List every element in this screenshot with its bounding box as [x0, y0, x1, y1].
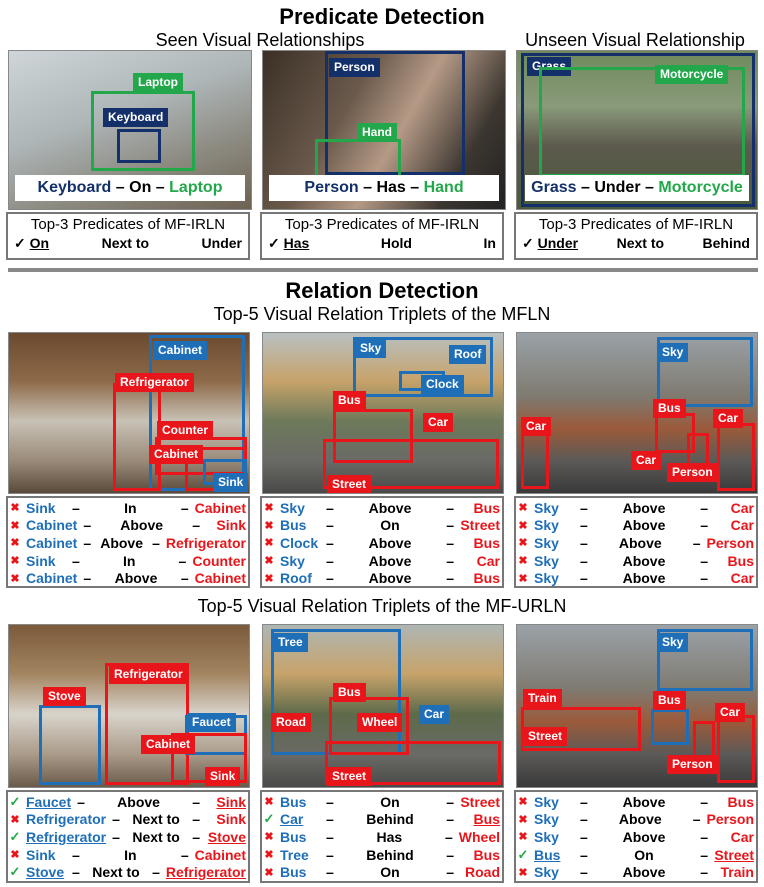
mfln-triplets-3 [514, 496, 758, 588]
triplet-object: Bus [727, 793, 754, 810]
predicates-box-2 [260, 212, 504, 260]
triplet-object: Street [460, 517, 500, 534]
cross-icon: ✖ [264, 537, 274, 550]
triplet-predicate: In [124, 846, 137, 863]
tag-sky-2: Sky [657, 343, 688, 362]
dash: – [72, 846, 80, 863]
triplet-object: Refrigerator [165, 534, 246, 551]
triplet-row [262, 846, 502, 864]
check-icon: ✓ [9, 828, 21, 844]
dash: – [326, 517, 334, 534]
triplet-object: Bus [473, 499, 500, 516]
triplet-object: Person [706, 811, 754, 828]
cross-icon: ✖ [518, 555, 528, 568]
dash: – [72, 864, 80, 881]
dash: – [178, 552, 187, 569]
dash: – [180, 570, 189, 587]
caption-panel-1: Keyboard – On – Laptop [15, 175, 245, 201]
check-icon: ✓ [263, 811, 275, 827]
tag-car-a: Car [713, 409, 743, 428]
triplet-predicate: Above [622, 552, 666, 569]
triplet-predicate: Above [117, 793, 160, 810]
triplet-row [516, 569, 756, 587]
triplet-subject: Refrigerator [26, 828, 107, 845]
tag-bus: Bus [333, 391, 366, 410]
tag-clock: Clock [421, 375, 464, 394]
dash: – [700, 499, 708, 516]
dash: – [326, 499, 334, 516]
triplet-row [262, 863, 502, 881]
triplet-predicate: On [380, 793, 400, 810]
cross-icon: ✖ [10, 572, 20, 585]
triplet-subject: Cabinet [26, 534, 78, 551]
triplet-object: Car [730, 517, 754, 534]
triplet-row [262, 499, 502, 517]
bbox-stove [39, 705, 101, 785]
triplet-subject: Sky [534, 793, 559, 810]
tag-cabinet-2: Cabinet [149, 445, 203, 464]
tag-roof: Roof [449, 345, 486, 364]
triplet-predicate: Above [120, 517, 164, 534]
triplet-object: Train [720, 864, 754, 881]
dash: – [446, 570, 454, 587]
triplet-subject: Bus [280, 793, 307, 810]
triplet-predicate: Next to [92, 864, 140, 881]
triplet-subject: Sky [534, 828, 559, 845]
triplet-row [8, 569, 248, 587]
photo-tram-mfurln [516, 624, 758, 788]
cross-icon: ✖ [264, 519, 274, 532]
dash: – [192, 828, 200, 845]
dash: – [326, 570, 334, 587]
triplet-predicate: In [124, 499, 137, 516]
triplet-object: Road [465, 864, 500, 881]
dash: – [83, 517, 92, 534]
triplet-row [8, 499, 248, 517]
cross-icon: ✖ [518, 519, 528, 532]
cross-icon: ✖ [264, 502, 274, 515]
bbox-car-b [521, 429, 549, 489]
predicates-list: ✓ Has Hold In [268, 235, 496, 251]
triplet-row [516, 793, 756, 811]
triplet-subject: Bus [280, 828, 307, 845]
mfln-triplets-1 [6, 496, 250, 588]
triplet-predicate: Above [368, 552, 412, 569]
triplet-object: Car [476, 552, 500, 569]
predicates-box-1 [6, 212, 250, 260]
triplet-subject: Sink [26, 846, 56, 863]
mfln-triplets-2 [260, 496, 504, 588]
triplet-subject: Bus [280, 864, 307, 881]
triplet-predicate: Behind [366, 811, 414, 828]
tag-faucet: Faucet [187, 713, 236, 732]
triplet-row [516, 499, 756, 517]
unseen-heading: Unseen Visual Relationship [525, 30, 745, 50]
dash: – [72, 552, 80, 569]
dash: – [580, 811, 588, 828]
triplet-subject: Bus [280, 517, 307, 534]
cross-icon: ✖ [518, 866, 528, 879]
triplet-object: Sink [216, 517, 246, 534]
dash: – [326, 864, 334, 881]
triplet-subject: Sky [280, 499, 305, 516]
triplet-object: Cabinet [194, 499, 246, 516]
tag-street-3: Street [523, 727, 567, 746]
triplet-predicate: Above [100, 534, 143, 551]
triplet-predicate: Behind [366, 846, 414, 863]
tag-sink-2: Sink [205, 767, 240, 786]
cross-icon: ✖ [518, 502, 528, 515]
dash: – [112, 828, 120, 845]
triplet-predicate: Above [622, 517, 666, 534]
check-icon: ✓ [9, 793, 21, 809]
photo-person-cat [262, 50, 506, 210]
tag-stove: Stove [43, 687, 86, 706]
triplet-subject: Car [280, 811, 304, 828]
triplet-predicate: Above [622, 499, 666, 516]
dash: – [180, 499, 189, 516]
triplet-subject: Roof [280, 570, 312, 587]
tag-bus-4: Bus [653, 691, 686, 710]
triplet-subject: Faucet [26, 793, 72, 810]
dash: – [446, 517, 454, 534]
mfurln-heading: Top-5 Visual Relation Triplets of the MF-URLN [197, 596, 567, 616]
triplet-object: Stove [207, 828, 246, 845]
cross-icon: ✖ [10, 502, 20, 515]
dash: – [83, 570, 92, 587]
caption-panel-2: Person – Has – Hand [269, 175, 499, 201]
dash: – [180, 846, 189, 863]
tag-person: Person [329, 58, 380, 77]
photo-kitchen-mfurln [8, 624, 250, 788]
tag-car-b: Car [521, 417, 551, 436]
cross-icon: ✖ [264, 572, 274, 585]
dash: – [692, 534, 701, 551]
triplet-object: Street [460, 793, 500, 810]
triplet-predicate: Above [618, 534, 662, 551]
dash: – [152, 534, 160, 551]
triplet-subject: Bus [534, 846, 561, 863]
dash: – [446, 552, 454, 569]
dash: – [326, 846, 334, 863]
triplet-subject: Refrigerator [26, 811, 107, 828]
bbox-car-a [717, 423, 755, 491]
tag-counter: Counter [157, 421, 213, 440]
dash: – [446, 499, 454, 516]
triplet-predicate: Next to [132, 828, 180, 845]
tag-street: Street [327, 475, 371, 494]
dash: – [580, 552, 588, 569]
triplet-row [8, 517, 248, 535]
triplet-object: Car [730, 570, 754, 587]
triplet-object: Bus [727, 552, 754, 569]
triplet-object: Sink [216, 793, 246, 810]
dash: – [446, 811, 454, 828]
mfurln-triplets-2 [260, 790, 504, 883]
triplet-row [262, 811, 502, 829]
predicates-list: ✓ On Next to Under [14, 235, 242, 251]
tag-car: Car [423, 413, 453, 432]
photo-kitchen-mfln [8, 332, 250, 494]
predicate-detection-title: Predicate Detection [279, 4, 485, 29]
tag-car-3: Car [715, 703, 745, 722]
triplet-object: Bus [473, 570, 500, 587]
triplet-row [8, 793, 248, 811]
triplet-row [8, 811, 248, 829]
triplet-object: Wheel [458, 828, 500, 845]
dash: – [700, 570, 708, 587]
triplet-row [516, 534, 756, 552]
triplet-predicate: Next to [132, 811, 180, 828]
cross-icon: ✖ [518, 796, 528, 809]
dash: – [83, 534, 92, 551]
tag-refrigerator: Refrigerator [115, 373, 194, 392]
triplet-subject: Sink [26, 552, 56, 569]
section-divider [8, 268, 758, 272]
dash: – [692, 811, 701, 828]
mfln-heading: Top-5 Visual Relation Triplets of the MFLN [213, 304, 551, 324]
dash: – [580, 570, 588, 587]
dash: – [326, 811, 334, 828]
triplet-object: Refrigerator [165, 864, 246, 881]
dash: – [580, 846, 588, 863]
dash: – [446, 793, 454, 810]
tag-street-2: Street [327, 767, 371, 786]
tag-cabinet-3: Cabinet [141, 735, 195, 754]
tag-hand: Hand [357, 123, 397, 142]
cross-icon: ✖ [10, 555, 20, 568]
triplet-subject: Tree [280, 846, 309, 863]
tag-keyboard: Keyboard [103, 108, 168, 127]
tag-tree: Tree [273, 633, 308, 652]
triplet-row [516, 828, 756, 846]
cross-icon: ✖ [264, 796, 274, 809]
triplet-predicate: On [380, 517, 400, 534]
triplet-subject: Sky [534, 517, 559, 534]
bbox-bus-4 [651, 709, 689, 745]
triplet-subject: Clock [280, 534, 319, 551]
triplet-predicate: On [380, 864, 400, 881]
triplet-row [262, 534, 502, 552]
dash: – [700, 828, 708, 845]
photo-street-mfurln [262, 624, 504, 788]
dash: – [700, 846, 708, 863]
bbox-car-3 [717, 715, 755, 783]
tag-sky-3: Sky [657, 633, 688, 652]
triplet-row [262, 569, 502, 587]
triplet-row [8, 534, 248, 552]
photo-kitchen-laptop [8, 50, 252, 210]
triplet-subject: Sky [534, 499, 559, 516]
triplet-subject: Sky [534, 570, 559, 587]
tag-road: Road [271, 713, 311, 732]
cross-icon: ✖ [518, 831, 528, 844]
dash: – [580, 499, 588, 516]
dash: – [580, 793, 588, 810]
dash: – [326, 793, 334, 810]
tag-cabinet-1: Cabinet [153, 341, 207, 360]
tag-sink: Sink [213, 473, 248, 492]
dash: – [326, 552, 334, 569]
triplet-subject: Cabinet [26, 570, 78, 587]
triplet-row [516, 552, 756, 570]
triplet-row [516, 846, 756, 864]
triplet-subject: Stove [26, 864, 65, 881]
cross-icon: ✖ [10, 813, 20, 826]
dash: – [700, 864, 708, 881]
triplet-subject: Sky [534, 864, 559, 881]
tag-car-2: Car [419, 705, 449, 724]
mfurln-triplets-3 [514, 790, 758, 883]
bbox-hand [315, 139, 401, 179]
dash: – [112, 811, 120, 828]
triplet-subject: Sky [534, 811, 559, 828]
dash: – [444, 828, 453, 845]
photo-motorcycle-grass [516, 50, 758, 210]
triplet-subject: Cabinet [26, 517, 78, 534]
dash: – [152, 864, 160, 881]
triplet-predicate: Has [376, 828, 403, 845]
cross-icon: ✖ [10, 519, 20, 532]
triplet-predicate: In [122, 552, 136, 569]
tag-wheel: Wheel [357, 713, 402, 732]
dash: – [700, 552, 708, 569]
dash: – [77, 793, 85, 810]
cross-icon: ✖ [264, 831, 274, 844]
bbox-refrigerator [113, 383, 161, 491]
dash: – [446, 534, 454, 551]
bbox-keyboard [117, 129, 161, 163]
dash: – [326, 534, 334, 551]
triplet-row [8, 863, 248, 881]
triplet-row [262, 552, 502, 570]
triplet-object: Person [706, 534, 754, 551]
triplet-row [516, 811, 756, 829]
triplet-object: Cabinet [194, 570, 246, 587]
dash: – [326, 828, 334, 845]
triplet-row [516, 517, 756, 535]
predicates-title: Top-3 Predicates of MF-IRLN [284, 216, 480, 233]
tag-sky: Sky [355, 339, 386, 358]
dash: – [580, 534, 588, 551]
tag-bus-2: Bus [653, 399, 686, 418]
triplet-predicate: Above [368, 570, 412, 587]
triplet-subject: Sky [534, 552, 559, 569]
dash: – [446, 864, 454, 881]
triplet-object: Bus [473, 846, 500, 863]
check-icon: ✓ [9, 864, 21, 880]
cross-icon: ✖ [10, 537, 20, 550]
tag-person-2: Person [667, 755, 718, 774]
relation-detection-title: Relation Detection [285, 278, 479, 303]
triplet-row [262, 517, 502, 535]
triplet-predicate: On [634, 846, 654, 863]
seen-heading: Seen Visual Relationships [155, 30, 365, 50]
tag-refrigerator-2: Refrigerator [109, 665, 188, 684]
triplet-row [262, 828, 502, 846]
triplet-predicate: Above [622, 570, 666, 587]
tag-laptop: Laptop [133, 73, 183, 92]
predicates-title: Top-3 Predicates of MF-IRLN [538, 216, 734, 233]
tag-grass: Grass [527, 57, 571, 76]
triplet-object: Bus [473, 811, 500, 828]
triplet-object: Street [714, 846, 754, 863]
triplet-row [516, 863, 756, 881]
triplet-object: Counter [192, 552, 246, 569]
triplet-object: Car [730, 499, 754, 516]
dash: – [580, 828, 588, 845]
triplet-row [8, 846, 248, 864]
triplet-row [262, 793, 502, 811]
triplet-predicate: Above [622, 864, 666, 881]
dash: – [700, 793, 708, 810]
triplet-predicate: Above [368, 499, 412, 516]
cross-icon: ✖ [10, 849, 20, 862]
dash: – [72, 499, 80, 516]
predicates-title: Top-3 Predicates of MF-IRLN [30, 216, 226, 233]
triplet-object: Cabinet [194, 846, 246, 863]
dash: – [580, 864, 588, 881]
photo-tram-mfln [516, 332, 758, 494]
dash: – [700, 517, 708, 534]
tag-train: Train [523, 689, 562, 708]
dash: – [192, 517, 200, 534]
cross-icon: ✖ [518, 572, 528, 585]
triplet-subject: Sky [280, 552, 305, 569]
dash: – [446, 846, 454, 863]
dash: – [192, 793, 200, 810]
cross-icon: ✖ [518, 813, 528, 826]
check-icon: ✓ [517, 846, 529, 862]
triplet-row [8, 552, 248, 570]
predicates-box-3 [514, 212, 758, 260]
cross-icon: ✖ [518, 537, 528, 550]
caption-panel-3: Grass – Under – Motorcycle [525, 175, 749, 201]
triplet-predicate: Above [114, 570, 158, 587]
triplet-predicate: Above [622, 828, 666, 845]
predicates-list: ✓ Under Next to Behind [522, 235, 750, 251]
triplet-subject: Sky [534, 534, 559, 551]
triplet-predicate: Above [622, 793, 666, 810]
cross-icon: ✖ [264, 555, 274, 568]
triplet-object: Bus [473, 534, 500, 551]
tag-person: Person [667, 463, 718, 482]
photo-street-mfln [262, 332, 504, 494]
cross-icon: ✖ [264, 866, 274, 879]
triplet-row [8, 828, 248, 846]
triplet-predicate: Above [618, 811, 662, 828]
triplet-predicate: Above [368, 534, 412, 551]
mfurln-triplets-1 [6, 790, 250, 883]
cross-icon: ✖ [264, 849, 274, 862]
dash: – [580, 517, 588, 534]
triplet-object: Sink [216, 811, 246, 828]
dash: – [192, 811, 200, 828]
tag-bus-3: Bus [333, 683, 366, 702]
tag-motorcycle: Motorcycle [655, 65, 728, 84]
triplet-subject: Sink [26, 499, 56, 516]
tag-car-c: Car [631, 451, 661, 470]
triplet-object: Car [730, 828, 754, 845]
